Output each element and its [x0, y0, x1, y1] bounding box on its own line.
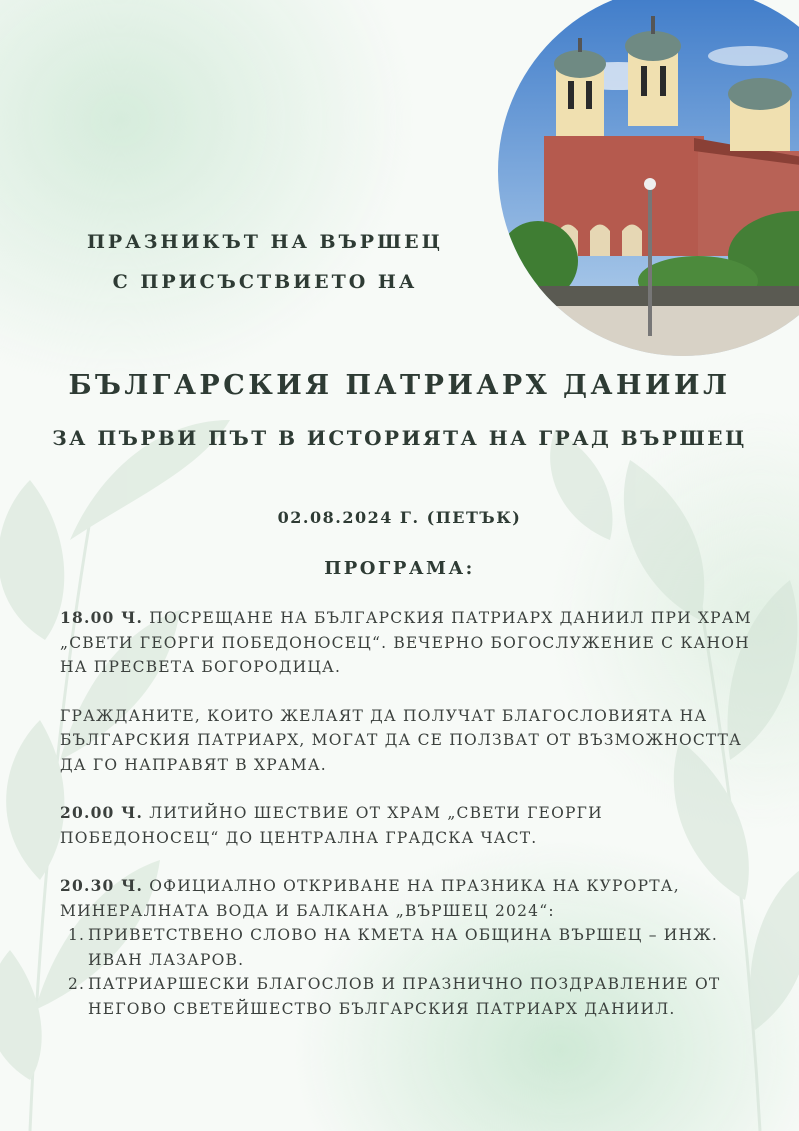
program-heading: ПРОГРАМА:	[324, 558, 475, 579]
list-item-text: ПРИВЕТСТВЕНО СЛОВО НА КМЕТА НА ОБЩИНА ВЪРШЕЦ – ИНЖ. ИВАН ЛАЗАРОВ.	[88, 926, 718, 969]
program-item-1-text: ПОСРЕЩАНЕ НА БЪЛГАРСКИЯ ПАТРИАРХ ДАНИИЛ ПРИ ХРАМ „СВЕТИ ГЕОРГИ ПОБЕДОНОСЕЦ“. ВЕЧЕРНО БОГОСЛУЖЕНИЕ С КАНОН НА ПРЕСВЕТА БОГОРОДИЦА.	[60, 609, 752, 676]
program-item-1	[60, 606, 760, 680]
list-item	[60, 923, 760, 972]
intro-heading	[60, 222, 470, 302]
program-item-3-time: 20.30 Ч.	[60, 876, 144, 895]
program-item-3-text: ОФИЦИАЛНО ОТКРИВАНЕ НА ПРАЗНИКА НА КУРОРТА, МИНЕРАЛНАТА ВОДА И БАЛКАНА „ВЪРШЕЦ 2024“:	[60, 877, 680, 920]
program-sublist	[60, 923, 760, 1021]
page-title: БЪЛГАРСКИЯ ПАТРИАРХ ДАНИИЛ	[68, 370, 731, 401]
intro-line-2: С ПРИСЪСТВИЕТО НА	[112, 271, 418, 293]
list-item-number: 1.	[68, 926, 86, 944]
program-note: ГРАЖДАНИТЕ, КОИТО ЖЕЛАЯТ ДА ПОЛУЧАТ БЛАГОСЛОВИЯТА НА БЪЛГАРСКИЯ ПАТРИАРХ, МОГАТ ДА СЕ ПОЛЗВАТ ОТ ВЪЗМОЖНОСТТА ДА ГО НАПРАВЯТ В ХРАМА.	[60, 706, 742, 774]
program-item-3	[60, 874, 760, 1021]
list-item	[60, 972, 760, 1021]
program-item-2-text: ЛИТИЙНО ШЕСТВИЕ ОТ ХРАМ „СВЕТИ ГЕОРГИ ПОБЕДОНОСЕЦ“ ДО ЦЕНТРАЛНА ГРАДСКА ЧАСТ.	[60, 804, 603, 847]
program-body	[60, 606, 760, 1021]
program-item-2	[60, 801, 760, 850]
program-item-1-time: 18.00 Ч.	[60, 608, 144, 627]
program-item-2-time: 20.00 Ч.	[60, 803, 144, 822]
event-date: 02.08.2024 Г. (ПЕТЪК)	[277, 508, 522, 527]
page-subtitle: ЗА ПЪРВИ ПЪТ В ИСТОРИЯТА НА ГРАД ВЪРШЕЦ	[52, 426, 747, 450]
intro-line-1: ПРАЗНИКЪТ НА ВЪРШЕЦ	[86, 231, 444, 253]
list-item-text: ПАТРИАРШЕСКИ БЛАГОСЛОВ И ПРАЗНИЧНО ПОЗДРАВЛЕНИЕ ОТ НЕГОВО СВЕТЕЙШЕСТВО БЪЛГАРСКИЯ ПАТРИАРХ ДАНИИЛ.	[88, 975, 721, 1018]
list-item-number: 2.	[68, 975, 86, 993]
